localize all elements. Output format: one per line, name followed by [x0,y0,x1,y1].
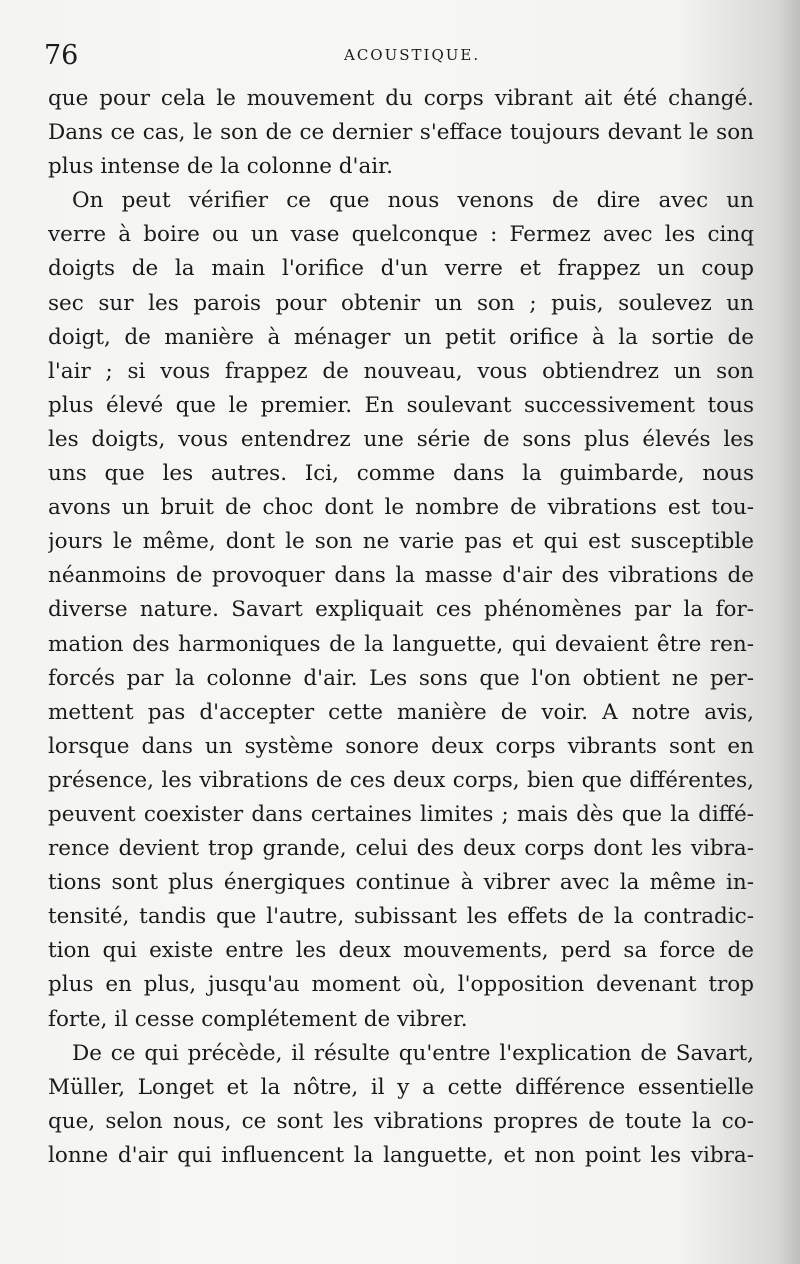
text-line: que, selon nous, ce sont les vibrations propres de toute la co- [48,1108,754,1134]
text-line: tion qui existe entre les deux mouvements, perd sa force de [48,938,754,964]
text-line: plus intense de la colonne d'air. [48,154,393,180]
text-line: verre à boire ou un vase quelconque : Fermez avec les cinq [48,222,754,248]
text-line: forcés par la colonne d'air. Les sons que l'on obtient ne per- [48,665,754,691]
text-line: avons un bruit de choc dont le nombre de vibrations est tou- [48,495,754,521]
text-line: peuvent coexister dans certaines limites ; mais dès que la diffé- [48,801,754,827]
text-line: néanmoins de provoquer dans la masse d'air des vibrations de [48,563,754,589]
text-line: plus en plus, jusqu'au moment où, l'opposition devenant trop [48,972,754,998]
text-line: De ce qui précède, il résulte qu'entre l'explication de Savart, [72,1040,754,1066]
text-line: tions sont plus énergiques continue à vibrer avec la même in- [48,870,754,896]
text-line: mation des harmoniques de la languette, qui devaient être ren- [48,631,754,657]
text-line: mettent pas d'accepter cette manière de voir. A notre avis, [48,699,754,725]
text-line: lonne d'air qui influencent la languette, et non point les vibra- [48,1142,754,1168]
page-header [44,40,756,76]
text-line: présence, les vibrations de ces deux corps, bien que différentes, [48,767,754,793]
text-line: jours le même, dont le son ne varie pas et qui est susceptible [48,529,754,555]
text-line: tensité, tandis que l'autre, subissant les effets de la contradic- [48,904,754,930]
text-line: Dans ce cas, le son de ce dernier s'efface toujours devant le son [48,120,754,146]
text-line: doigts de la main l'orifice d'un verre et frappez un coup [48,256,754,282]
text-line: forte, il cesse complétement de vibrer. [48,1006,468,1032]
text-line: les doigts, vous entendrez une série de sons plus élevés les [48,426,754,452]
text-line: rence devient trop grande, celui des deux corps dont les vibra- [48,836,754,862]
text-line: plus élevé que le premier. En soulevant successivement tous [48,392,754,418]
text-line: sec sur les parois pour obtenir un son ; puis, soulevez un [48,290,754,316]
text-line: doigt, de manière à ménager un petit orifice à la sortie de [48,324,754,350]
text-line: Müller, Longet et la nôtre, il y a cette différence essentielle [48,1074,754,1100]
text-line: uns que les autres. Ici, comme dans la guimbarde, nous [48,461,754,487]
text-line: diverse nature. Savart expliquait ces phénomènes par la for- [48,597,754,623]
text-line: que pour cela le mouvement du corps vibrant ait été changé. [48,86,754,111]
page-number: 76 [44,40,79,71]
running-head: ACOUSTIQUE. [344,46,481,64]
body-text [48,82,754,1173]
text-line: l'air ; si vous frappez de nouveau, vous obtiendrez un son [48,358,754,384]
text-line: lorsque dans un système sonore deux corps vibrants sont en [48,733,754,759]
text-line: On peut vérifier ce que nous venons de dire avec un [72,188,754,214]
